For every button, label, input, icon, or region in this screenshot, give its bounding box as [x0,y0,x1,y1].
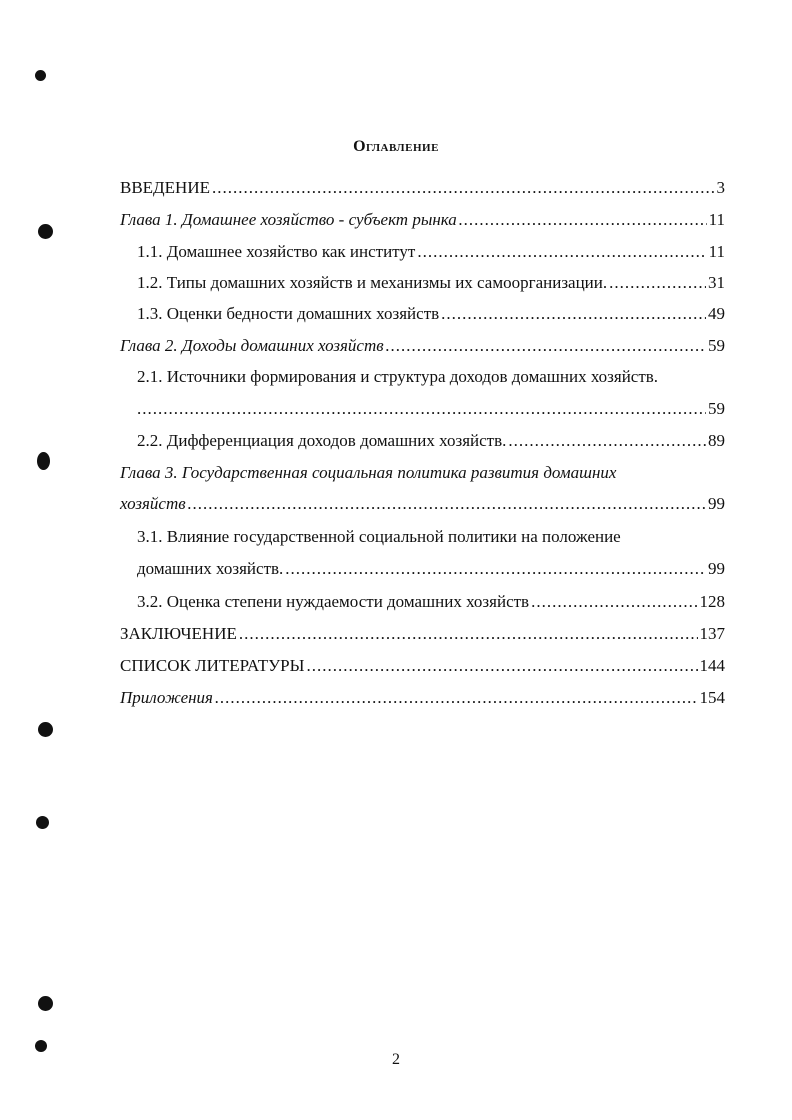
toc-entry-page: 89 [708,431,725,450]
dot-leader [531,590,697,614]
binder-hole [38,996,53,1011]
toc-entry-title-continued: хозяйств [120,494,186,513]
dot-leader [212,176,715,200]
toc-entry-section-3-1-title[interactable]: 3.1. Влияние государственной социальной политики на положение [137,527,621,546]
toc-entry-chapter-1[interactable] [120,208,725,232]
toc-entry-page: 137 [699,624,725,643]
toc-entry-section-2-2[interactable] [137,429,725,453]
dot-leader [417,240,706,264]
toc-entry-page: 154 [699,688,725,707]
toc-entry-title: 1.3. Оценки бедности домашних хозяйств [137,304,440,323]
toc-entry-section-3-1[interactable] [137,557,725,581]
binder-hole [38,722,53,737]
dot-leader [441,302,706,326]
toc-entry-section-1-3[interactable] [137,302,725,326]
dot-leader [306,654,697,678]
dot-leader [215,686,698,710]
toc-entry-page: 99 [708,494,725,513]
toc-entry-title: ВВЕДЕНИЕ [120,178,210,197]
toc-entry-chapter-3-title[interactable]: Глава 3. Государственная социальная политика развития домашних [120,463,617,482]
dot-leader [137,397,706,421]
toc-entry-section-1-2[interactable] [137,271,725,295]
toc-entry-page: 144 [699,656,725,675]
binder-hole [37,452,50,470]
toc-entry-section-2-1[interactable] [137,397,725,421]
page-number: 2 [392,1051,400,1068]
dot-leader [459,208,707,232]
toc-entry-page: 59 [708,399,725,418]
toc-entry-page: 99 [708,559,725,578]
toc-entry-title: СПИСОК ЛИТЕРАТУРЫ [120,656,305,675]
toc-entry-title: 1.1. Домашнее хозяйство как институт [137,242,416,261]
toc-entry-title: Приложения [120,688,213,707]
dot-leader [285,557,706,581]
binder-hole [38,224,53,239]
toc-entry-page: 59 [708,336,725,355]
toc-entry-intro[interactable] [120,176,725,200]
dot-leader [609,271,706,295]
page-title: Оглавление [353,138,439,155]
toc-entry-title: 3.2. Оценка степени нуждаемости домашних хозяйств [137,592,530,611]
dot-leader [386,334,706,358]
toc-entry-title: Глава 1. Домашнее хозяйство - субъект рынка [120,210,457,229]
toc-entry-title: 1.2. Типы домашних хозяйств и механизмы их самоорганизации. [137,273,608,292]
toc-entry-conclusion[interactable] [120,622,725,646]
binder-hole [35,70,46,81]
toc-entry-chapter-2[interactable] [120,334,725,358]
toc-entry-section-2-1-title[interactable]: 2.1. Источники формирования и структура доходов домашних хозяйств. [137,367,659,386]
toc-entry-section-1-1[interactable] [137,240,725,264]
dot-leader [188,492,706,516]
toc-entry-title: 2.2. Дифференциация доходов домашних хозяйств. [137,431,507,450]
toc-entry-appendices[interactable] [120,686,725,710]
toc-entry-page: 128 [699,592,725,611]
toc-entry-page: 49 [708,304,725,323]
toc-entry-chapter-3[interactable] [120,492,725,516]
dot-leader [508,429,706,453]
toc-entry-title: Глава 2. Доходы домашних хозяйств [120,336,384,355]
toc-entry-page: 31 [708,273,725,292]
toc-entry-title-continued: домашних хозяйств. [137,559,284,578]
binder-hole [36,816,49,829]
toc-entry-references[interactable] [120,654,725,678]
toc-entry-section-3-2[interactable] [137,590,725,614]
dot-leader [239,622,698,646]
toc-entry-page: 11 [708,242,725,261]
toc-entry-page: 11 [708,210,725,229]
toc-entry-title: ЗАКЛЮЧЕНИЕ [120,624,237,643]
toc-entry-page: 3 [716,178,725,197]
